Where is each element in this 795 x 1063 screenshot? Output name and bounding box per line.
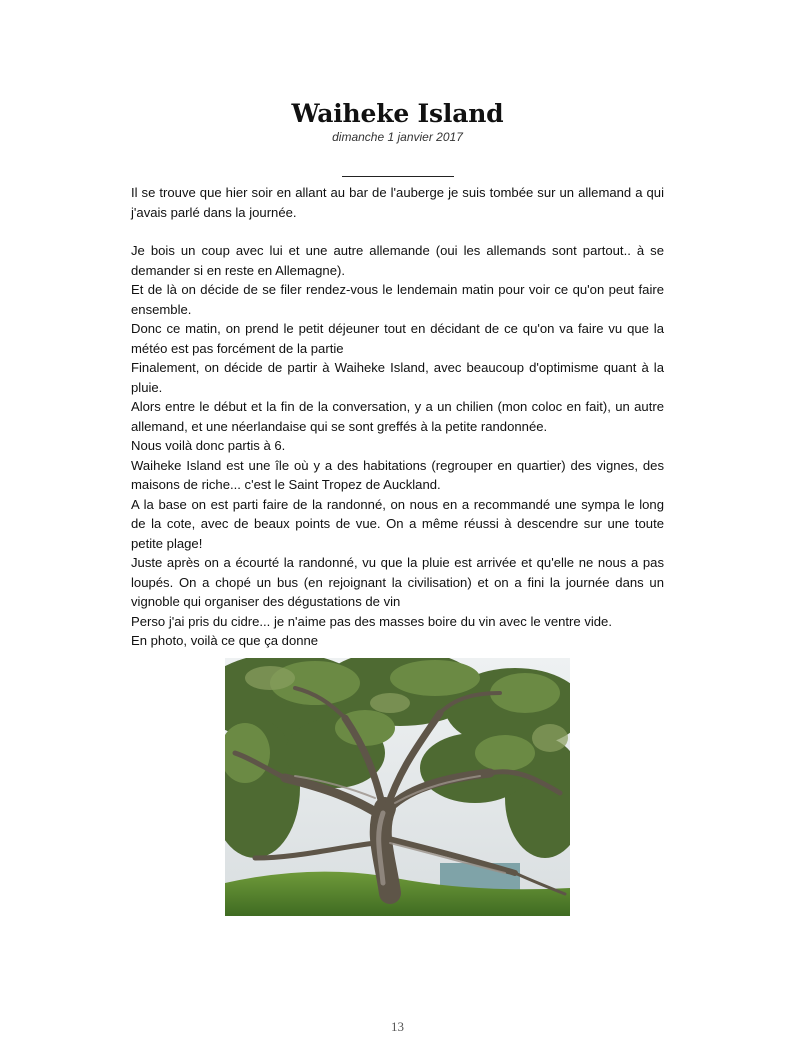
article-body bbox=[131, 183, 664, 651]
paragraph: En photo, voilà ce que ça donne bbox=[131, 633, 319, 648]
post-date: dimanche 1 janvier 2017 bbox=[332, 130, 463, 144]
paragraph: A la base on est parti faire de la randonné, on nous en a recommandé une sympa le long de la cote, avec de beaux points de vue. On a même réussi à descendre sur une toute petite plage! bbox=[131, 496, 664, 551]
paragraph: Je bois un coup avec lui et une autre allemande (oui les allemands sont partout.. à se demander si en reste en Allemagne). bbox=[131, 243, 664, 278]
paragraph: Perso j'ai pris du cidre... je n'aime pas des masses boire du vin avec le ventre vide. bbox=[131, 613, 612, 629]
paragraph: Finalement, on décide de partir à Waiheke Island, avec beaucoup d'optimisme quant à la pluie. bbox=[131, 360, 664, 395]
paragraph: Juste après on a écourté la randonné, vu que la pluie est arrivée et qu'elle ne nous a pas loupés. On a chopé un bus (en rejoignant la civilisation) et on a fini la journée dans un vignoble qui organiser des dégustations de vin bbox=[131, 555, 664, 609]
paragraph: Alors entre le début et la fin de la conversation, y a un chilien (mon coloc en fait), un autre allemand, et une néerlandaise qui se sont greffés à la petite randonnée. bbox=[131, 399, 664, 434]
paragraph: Et de là on décide de se filer rendez-vous le lendemain matin pour voir ce qu'on peut faire ensemble. bbox=[131, 282, 664, 317]
title-separator bbox=[342, 176, 454, 177]
tree-photo bbox=[225, 658, 570, 916]
paragraph: Donc ce matin, on prend le petit déjeuner tout en décidant de ce qu'on va faire vu que la météo est pas forcément de la partie bbox=[131, 321, 664, 356]
paragraph: Waiheke Island est une île où y a des habitations (regrouper en quartier) des vignes, des maisons de riche... c'est le Saint Tropez de Auckland. bbox=[131, 457, 664, 492]
page-title: Waiheke Island bbox=[291, 99, 504, 128]
page-number: 13 bbox=[391, 1019, 404, 1034]
paragraph: Nous voilà donc partis à 6. bbox=[131, 438, 286, 453]
paragraph: Il se trouve que hier soir en allant au bar de l'auberge je suis tombée sur un allemand a qui j'avais parlé dans la journée. bbox=[131, 185, 664, 220]
